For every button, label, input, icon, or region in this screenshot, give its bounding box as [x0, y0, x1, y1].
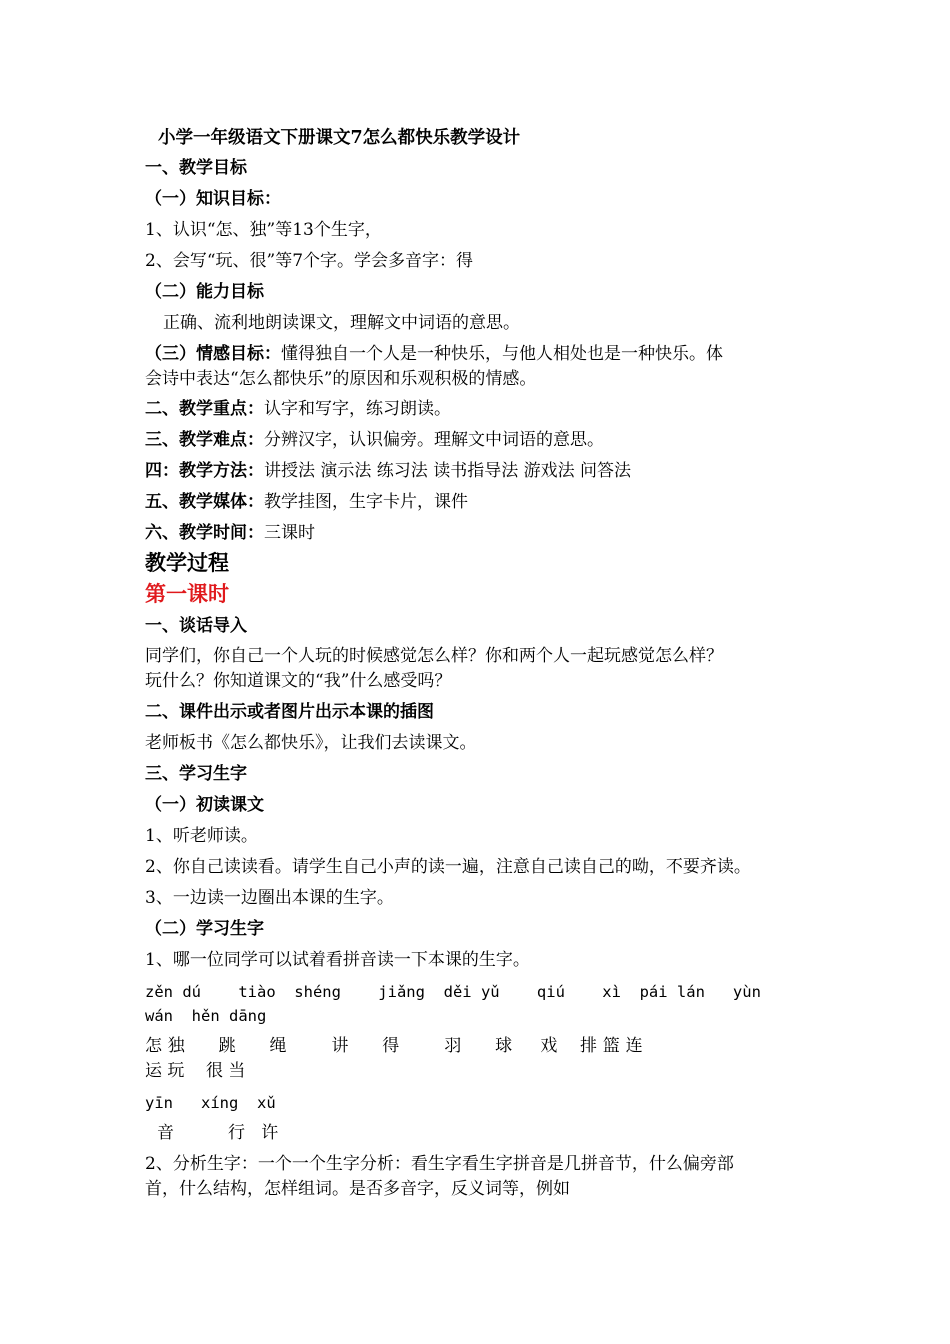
media-text: 教学挂图，生字卡片，课件: [264, 492, 468, 512]
difficulties-line: [145, 429, 604, 451]
key-points-text: 认字和写字，练习朗读。: [264, 399, 451, 419]
difficulties-heading: 三、教学难点：: [145, 430, 264, 450]
methods-text: 讲授法 演示法 练习法 读书指导法 游戏法 问答法: [264, 461, 632, 481]
study-chars-item-1: 1、哪一位同学可以试着看拼音读一下本课的生字。: [145, 950, 530, 970]
pinyin-row-1: zěn dú tiào shéng jiǎng děi yǔ qiú xì pái lán yùn: [145, 983, 761, 1001]
difficulties-text: 分辨汉字，认识偏旁。理解文中词语的意思。: [264, 430, 604, 450]
subheading-emotion: （三）情感目标：: [145, 344, 281, 364]
hanzi-row-2: 运 玩 很 当: [145, 1061, 246, 1081]
time-line: [145, 522, 315, 544]
document-title: 小学一年级语文下册课文7怎么都快乐教学设计: [158, 128, 521, 148]
hanzi-row-3: 音 行 许: [157, 1123, 279, 1143]
analyze-chars-a: 2、分析生字：一个一个生字分析：看生字看生字拼音是几拼音节，什么偏旁部: [145, 1154, 734, 1174]
process-heading: 教学过程: [145, 550, 229, 575]
pinyin-row-3: yīn xíng xǔ: [145, 1094, 276, 1112]
media-line: [145, 491, 468, 513]
time-heading: 六、教学时间：: [145, 523, 264, 543]
subheading-knowledge: （一）知识目标：: [145, 189, 281, 209]
lesson1-heading: 第一课时: [145, 581, 229, 606]
first-read-item-2: 2、你自己读读看。请学生自己小声的读一遍，注意自己读自己的呦，不要齐读。: [145, 857, 751, 877]
methods-line: [145, 460, 631, 482]
intro-text-a: 同学们，你自己一个人玩的时候感觉怎么样？你和两个人一起玩感觉怎么样？: [145, 646, 723, 666]
media-heading: 五、教学媒体：: [145, 492, 264, 512]
knowledge-item-2: 2、会写“玩、很”等7个字。学会多音字：得: [145, 251, 474, 271]
hanzi-row-1: 怎 独 跳 绳 讲 得 羽 球 戏 排 篮 连: [145, 1036, 643, 1056]
learn-chars-heading: 三、学习生字: [145, 764, 247, 784]
key-points-heading: 二、教学重点：: [145, 399, 264, 419]
emotion-text-b: 会诗中表达“怎么都快乐”的原因和乐观积极的情感。: [145, 369, 537, 389]
emotion-text-a: 懂得独自一个人是一种快乐，与他人相处也是一种快乐。体: [281, 344, 723, 364]
intro-text-b: 玩什么？你知道课文的“我”什么感受吗？: [145, 671, 452, 691]
first-read-item-3: 3、一边读一边圈出本课的生字。: [145, 888, 394, 908]
ability-text: 正确、流利地朗读课文，理解文中词语的意思。: [163, 313, 520, 333]
emotion-goal-line1: [145, 343, 723, 365]
illustration-text: 老师板书《怎么都快乐》，让我们去读课文。: [145, 733, 477, 753]
section-heading-goals: 一、教学目标: [145, 158, 247, 178]
study-chars-heading: （二）学习生字: [145, 919, 264, 939]
key-points-line: [145, 398, 451, 420]
analyze-chars-b: 首，什么结构，怎样组词。是否多音字，反义词等，例如: [145, 1179, 570, 1199]
time-text: 三课时: [264, 523, 315, 543]
pinyin-row-2: wán hěn dāng: [145, 1007, 267, 1025]
knowledge-item-1: 1、认识“怎、独”等13个生字，: [145, 220, 382, 240]
first-read-heading: （一）初读课文: [145, 795, 264, 815]
subheading-ability: （二）能力目标: [145, 282, 264, 302]
first-read-item-1: 1、听老师读。: [145, 826, 258, 846]
illustration-heading: 二、课件出示或者图片出示本课的插图: [145, 702, 434, 722]
methods-heading: 四：教学方法：: [145, 461, 264, 481]
intro-heading: 一、谈话导入: [145, 616, 247, 636]
